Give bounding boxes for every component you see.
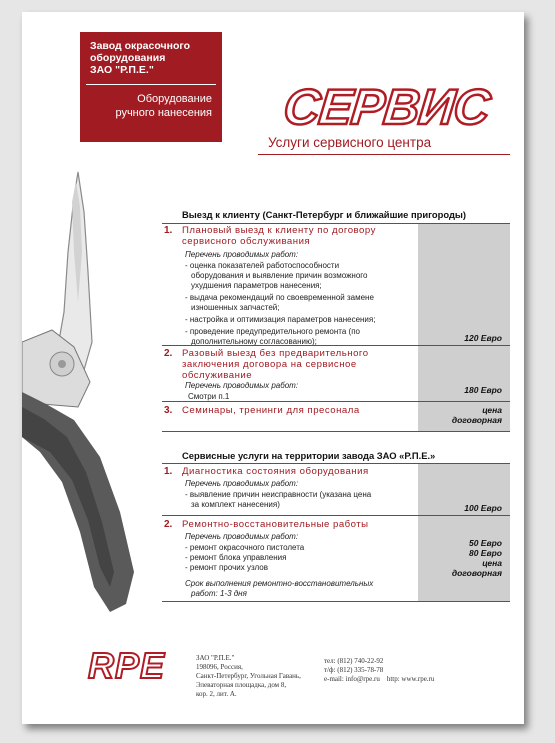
contacts xyxy=(324,657,434,684)
list-item: - ремонт блока управления xyxy=(185,553,287,562)
price: цена договорная xyxy=(451,405,502,425)
works-list xyxy=(185,261,415,347)
item-number: 1. xyxy=(164,225,173,236)
company-name: Завод окрасочного оборудования ЗАО "Р.П.Е." xyxy=(90,40,191,76)
works-label: Перечень проводимых работ: xyxy=(185,381,299,390)
email-link[interactable]: e-mail: info@rpe.ru xyxy=(324,675,380,683)
section2-price-column xyxy=(418,464,510,602)
list-item: - настройка и оптимизация параметров нанесения; xyxy=(185,315,376,324)
company-box-divider xyxy=(86,84,216,85)
section2-bottom-rule xyxy=(162,601,510,602)
company-address: ЗАО "Р.П.Е." 198096, Россия, Санкт-Петербург, Угольная Гавань, Элеваторная площадка, дом 8, кор. 2, лит. А. xyxy=(196,654,301,698)
list-item: - ремонт прочих узлов xyxy=(185,563,268,572)
company-box xyxy=(80,32,222,142)
works-list xyxy=(185,490,415,510)
price: 120 Евро xyxy=(464,333,502,343)
price: договорная xyxy=(451,568,502,578)
price: 100 Евро xyxy=(464,503,502,513)
item-title: Диагностика состояния оборудования xyxy=(182,466,369,477)
price: 180 Евро xyxy=(464,385,502,395)
brand-title: СЕРВИС xyxy=(281,79,492,135)
works-note: Смотри п.1 xyxy=(188,392,230,401)
price: 80 Евро xyxy=(468,548,502,558)
works-label: Перечень проводимых работ: xyxy=(185,532,299,541)
item-number: 2. xyxy=(164,348,173,359)
item-divider xyxy=(162,345,510,346)
service-leaflet xyxy=(22,12,524,724)
product-line: Оборудование ручного нанесения xyxy=(115,93,212,119)
item-number: 2. xyxy=(164,519,173,530)
works-list xyxy=(185,543,415,573)
phone: тел: (812) 740-22-92 xyxy=(324,657,384,665)
section1-bottom-rule xyxy=(162,431,510,432)
rpe-logo: RPE xyxy=(88,645,166,686)
list-item: - проведение предупредительного ремонта (по дополнительному согласованию); xyxy=(185,327,360,346)
list-item: - оценка показателей работоспособности оборудования и выявление причин возможного ухудшения параметров нанесения; xyxy=(185,261,368,290)
item-number: 3. xyxy=(164,405,173,416)
item-title: Разовый выезд без предварительного заключения договора на сервисное обслуживание xyxy=(182,348,369,381)
fax: т/ф: (812) 335-78-78 xyxy=(324,666,384,674)
price: 50 Евро xyxy=(468,538,502,548)
list-item: - выдача рекомендаций по своевременной замене изношенных запчастей; xyxy=(185,293,374,312)
item-title: Семинары, тренинги для пресонала xyxy=(182,405,360,416)
brand-underline xyxy=(258,154,510,155)
item-divider xyxy=(162,515,510,516)
price: цена xyxy=(482,558,502,568)
item-title: Плановый выезд к клиенту по договору сервисного обслуживания xyxy=(182,225,376,247)
price-list xyxy=(418,538,502,578)
section2-title: Сервисные услуги на территории завода ЗАО «Р.П.Е.» xyxy=(182,450,436,461)
list-item: - выявление причин неисправности (указана цена за комплект нанесения) xyxy=(185,490,372,509)
list-item: - ремонт окрасочного пистолета xyxy=(185,543,305,552)
brand-subtitle: Услуги сервисного центра xyxy=(268,135,432,150)
section1-title: Выезд к клиенту (Санкт-Петербург и ближайшие пригороды) xyxy=(182,209,467,220)
works-label: Перечень проводимых работ: xyxy=(185,479,299,488)
website-link[interactable]: http: www.rpe.ru xyxy=(386,675,435,683)
item-divider xyxy=(162,401,510,402)
repair-term: Срок выполнения ремонтно-восстановительных работ: 1-3 дня xyxy=(185,579,374,598)
item-number: 1. xyxy=(164,466,173,477)
item-title: Ремонтно-восстановительные работы xyxy=(182,519,369,530)
works-label: Перечень проводимых работ: xyxy=(185,250,299,259)
